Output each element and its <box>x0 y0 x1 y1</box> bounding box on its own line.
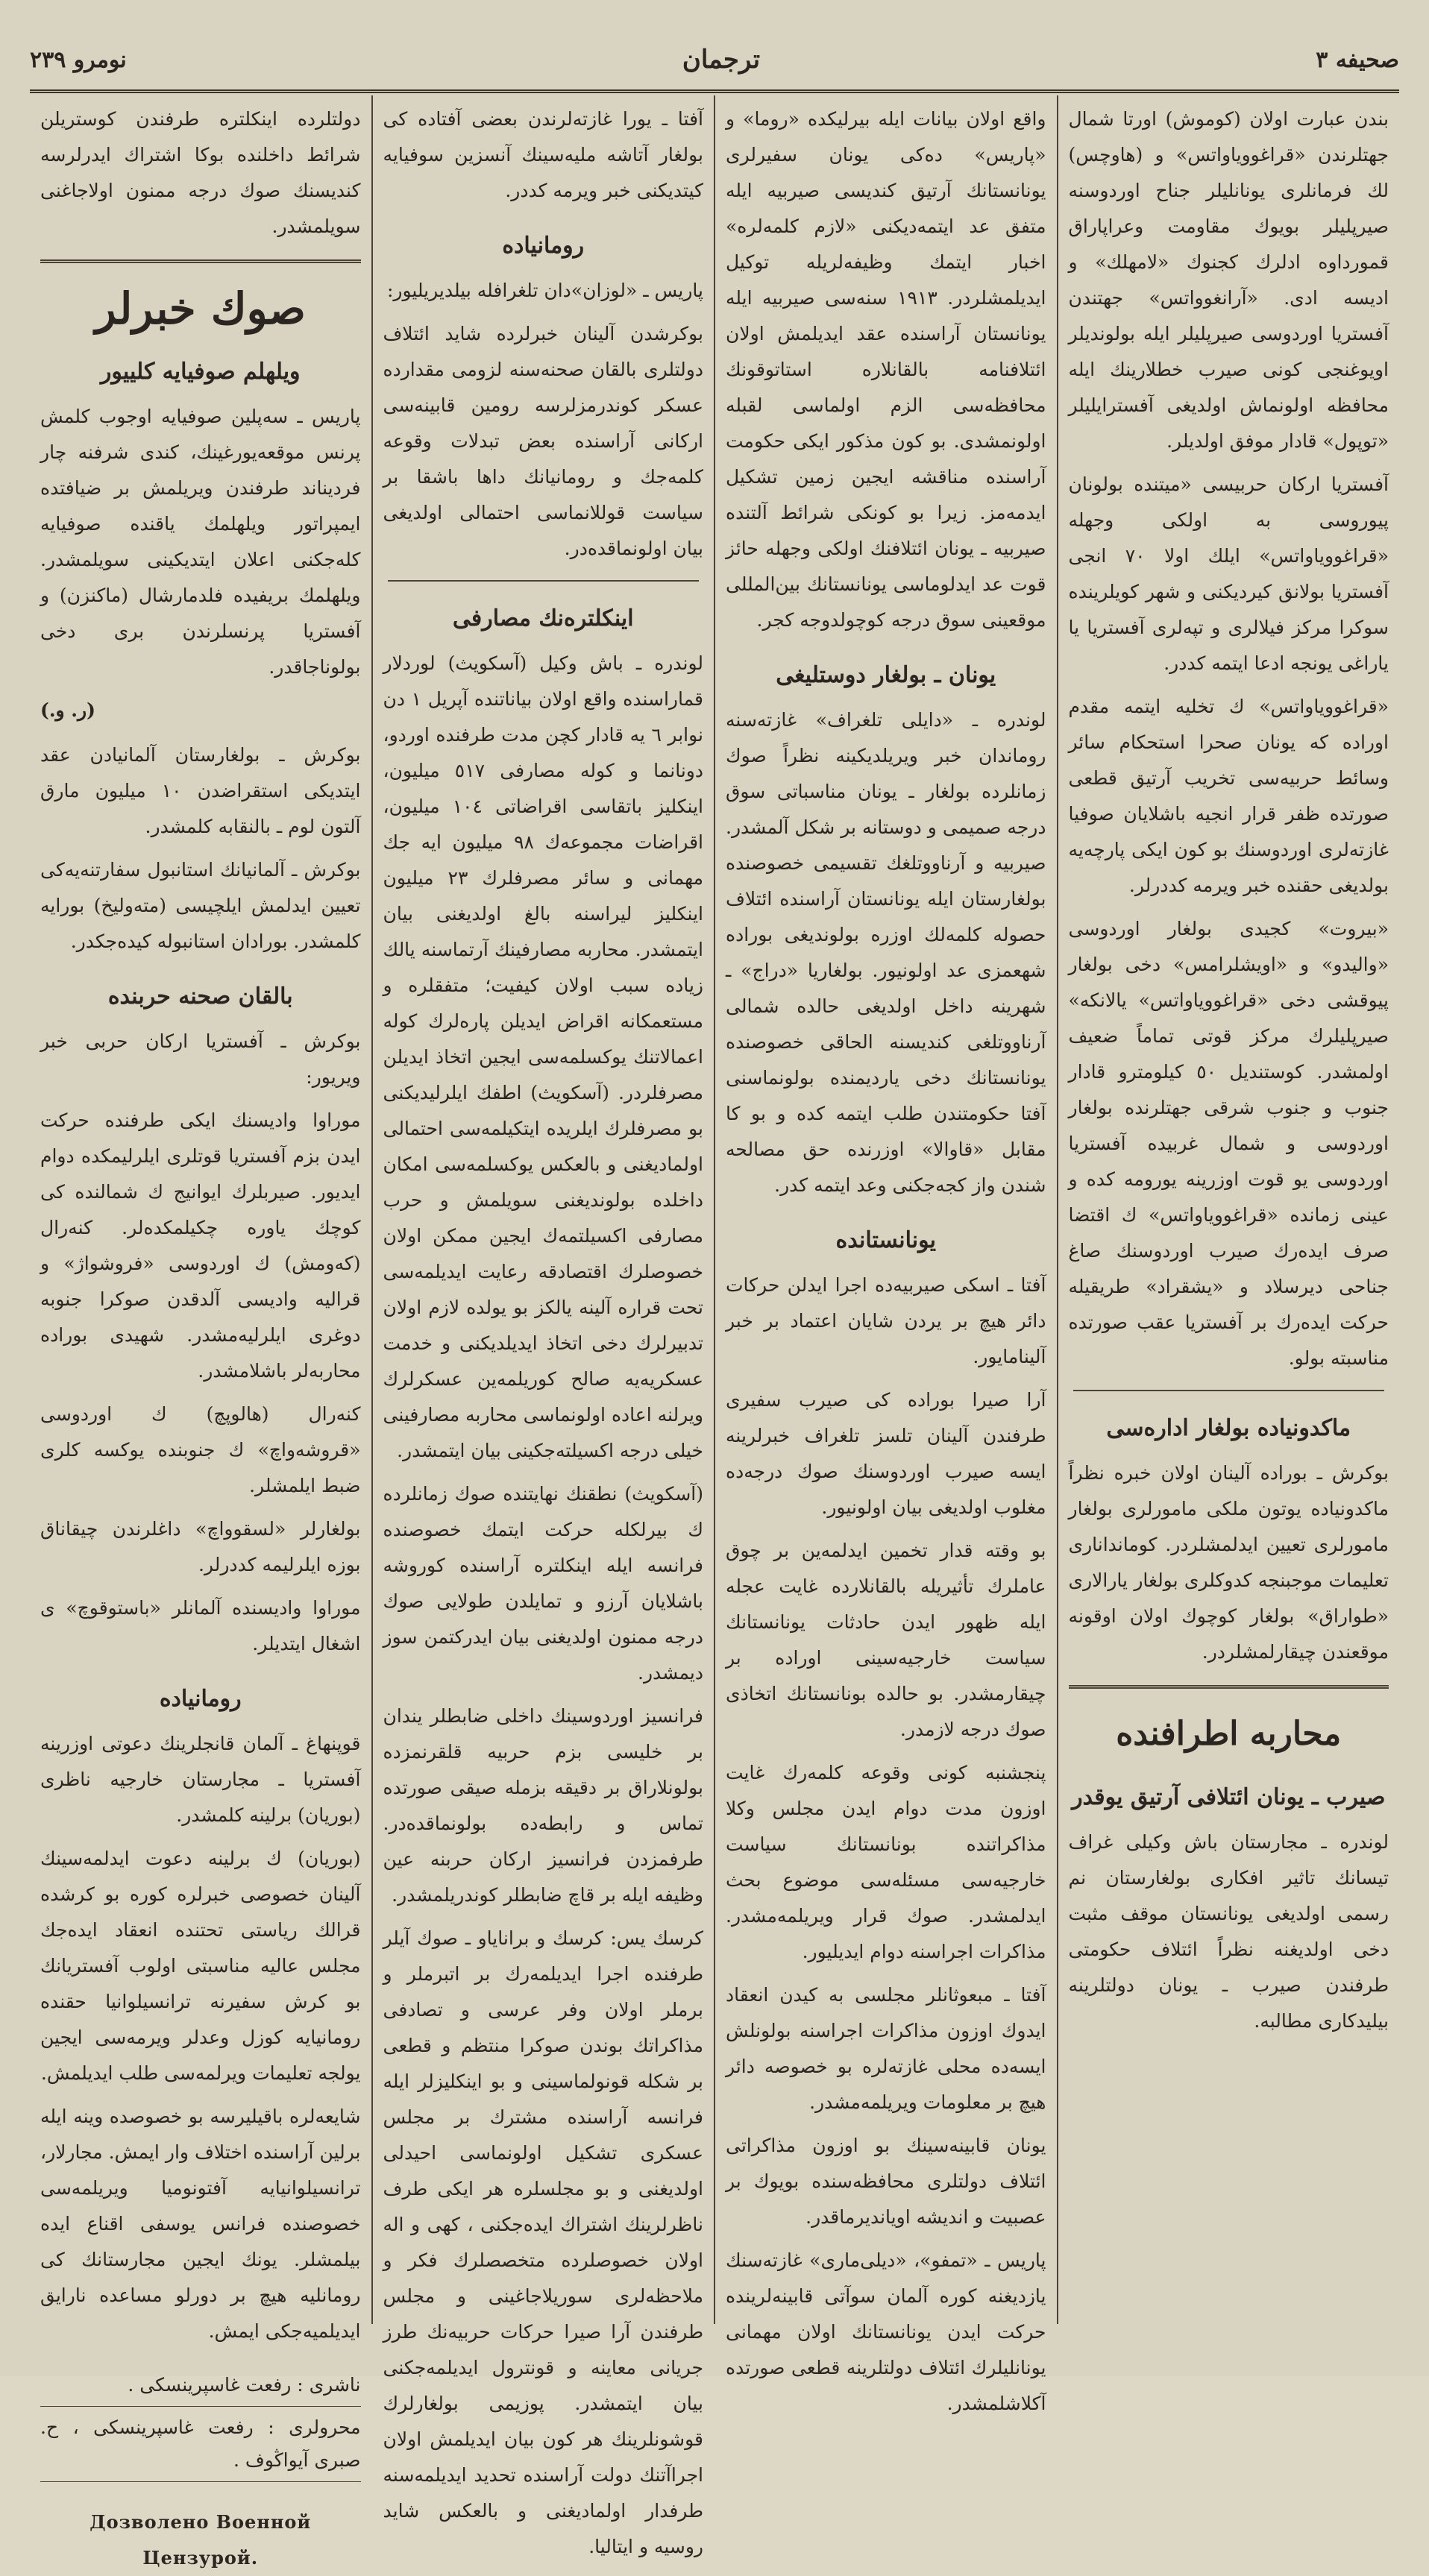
article-paragraph: بوكرش ـ بولغارستان آلمانیادن عقد ایتدیكی استقراضدن ١٠ میلیون مارق آلتون لوم ـ بالنقابه كلمشدر. <box>40 744 361 837</box>
article-paragraph: بو وقته قدار تخمین ایدلمه‌ین بر چوق عاملرك تأثیریله بالقانلارده غایت عجله ایله ظهور ایدن حادثات یونانستانك سیاست خارجیه‌سینی اوراده بر چیقارمشدر. بو حالده بونانستانك اتخاذی صوك درجه لازمدر. <box>726 1540 1046 1740</box>
section-heading: رومانیاده <box>159 1686 242 1712</box>
editors-line <box>40 2407 361 2482</box>
column-2 <box>714 95 1057 2414</box>
divider <box>40 259 361 263</box>
divider <box>1073 1390 1385 1391</box>
article-paragraph: یونان قابینه‌سینك بو اوزون مذاكراتی ائتلاف دولتلری محافظه‌سنده بویوك بر عصبیت و اندیشه اویاندیرماقدر. <box>726 2135 1046 2228</box>
publisher-name: رفعت غاسپرینسكی . <box>128 2374 292 2396</box>
section-heading: یونانستانده <box>835 1227 936 1253</box>
article-paragraph: كنه‌رال (هالوپچ) ك اوردوسی «قروشه‌واچ» ك جنوبنده یوكسه كلری ضبط ایلمشلر. <box>40 1403 361 1496</box>
section-headline: محاربه اطرافنده <box>1116 1715 1342 1753</box>
article-paragraph: شایعه‌لره باقیلیرسه بو خصوصده وینه ایله برلین آراسنده اختلاف وار ایمش. مجارلار، ترانسیلوانیایه آفتونومیا ویریلمه‌سی خصوصنده فرانس یوسفی اقناع ایده بیلمشلر. یونك ایجین مجارستانك كی رومانلیه هیچ بر دورلو مساعده نارایق ایدیلمیه‌جكی ایمش. <box>40 2106 361 2342</box>
article-paragraph: بوكرش ـ آفستریا اركان حربی خبر ویریور: <box>40 1030 361 1088</box>
article-paragraph: آفتا ـ مبعوثانلر مجلسی به كیدن انعقاد ایدوك اوزون مذاكرات اجراسنه بولونلش ایسه‌ده محلی غازته‌لره بو خصوصه دائر هیچ بر معلومات ویریلمه‌مشدر. <box>726 1984 1046 2113</box>
divider <box>388 580 700 582</box>
article-paragraph: بوكرش ـ بوراده آلینان اولان خبره نظراً ماكدونیاده یوتون ملكی مامورلری بولغار مامورلری تعیین ایدلمشلردر. كومانداناری تعلیمات موجبنجه كدوكلری بولغار یارالاری «طواراق» بولغار كوچوك اولان اوقونه موقعندن چیقارلمشلردر. <box>1068 1462 1389 1663</box>
issue-number-label: نومرو ٢٣٩ <box>30 46 127 73</box>
publisher-line <box>40 2364 361 2407</box>
editors-label: محرولری : <box>268 2416 361 2438</box>
article-paragraph: موراوا وادیسنده آلمانلر «باستوقوچ» ی اشغال ایتدیلر. <box>40 1597 361 1654</box>
section-subheading: ویلهلم صوفیایه كلییور <box>100 359 301 385</box>
article-paragraph: لوندره ـ «دایلی تلغراف» غازته‌سنه روماندان خبر ویریلدیكینه نظراً صوك زمانلرده بولغار ـ یونان مناسباتی سوق درجه صمیمی و دوستانه بر شكل آلمشدر. صیربیه و آرناووتلغك تقسیمی خصوصنده بولغارستان ایله یونانستان آراسنده ائتلاف حصوله كلمه‌لك اوزره بولوندیغی بوراده شهعمزی عد اولونیور. بولغاریا «دراج» ـ شهرینه داخل اولدیغی حالده شمالی آرناووتلغی كندیسنه الحاقی خصوصنده یونانستانك دخی یاردیمنده بولونماسنی آفتا حكومتندن طلب ایتمه كده و بو كا مقابل «قاوالا» اوزرنده حق مصالحه شندن واز كجه‌جكنی وعد ایتمه كدر. <box>726 709 1046 1196</box>
section-heading: ماكدونیاده بولغار اداره‌سی <box>1106 1415 1351 1441</box>
column-3 <box>371 95 714 2557</box>
article-paragraph: واقع اولان بیانات ایله بیرلیكده «روما» و «پاریس» ده‌كی یونان سفیرلری یونانستانك آرتیق كندیسی صیربیه ایله متفق عد ایتمه‌دیكنی «لازم كلمه‌لره» اخبار ایتمك وظیفه‌لریله توكیل ایدیلمشلردر. ١٩١٣ سنه‌سی صیربیه ایله یونانستان آراسنده عقد ایدیلمش اولان ائتلافنامه بالقانلاره استاتوقونك محافظه‌سی الزم اولماسی لقبله اولونمشدی. بو كون مذكور ایكی حكومت آراسنده مناقشه ایجین زمین تشكیل ایدمه‌مز. زیرا بو كونكی شرائط آلتنده صیربیه ـ یونان ائتلافنك اولكی وجهله حائز قوت عد ایدلوماسی یونانستانك بین‌المللی موقعینی سوق درجه كوچولدوجه كجر. <box>726 108 1046 631</box>
article-paragraph: قوپنهاغ ـ آلمان قانجلرینك دعوتی اوزرینه آفستریا ـ مجارستان خارجیه ناظری (بوریان) برلینه كلمشدر. <box>40 1733 361 1826</box>
columns <box>30 95 1399 2569</box>
article-paragraph: «قراغوویاواتس» ك تخلیه ایتمه مقدم اوراده كه یونان صحرا استحكام سائر وسائط حربیه‌سی تخریب آرتیق قطعی صورتده ظفر قرار انجیه باشلایان صوفیا غازته‌لری اوردوسنك بو كون ایكی پارچه‌یه بولدیغی حقنده خبر ویرمه كددرلر. <box>1068 696 1389 896</box>
article-signature: (ر. و.) <box>40 699 95 721</box>
article-paragraph: لوندره ـ باش وكیل (آسكویث) لوردلار قمارا‌سنده واقع اولان بیاناتنده آپریل ١ دن نوابر ٦ یه قادار كچن مدت طرفنده اوردو، دونانما و كوله مصارفی ٥١٧ میلیون، اینكلیز باتقاسی اقراضاتی ١٠٤ میلیون، اقراضات مجموعه‌ك ٩٨ میلیون ایه جك مهمانی و سائر مصرفلرك ٢٣ میلیون اینكلیز لیراسنه بالغ اولدیغنی بیان ایتمشدر. محاربه مصارفینك آرتماسنه یالك زیاده سبب اولان كیفیت؛ متفقلره و مستعمكانه اقراض ایدیلن پاره‌لرك كوله اعمالاتنك یوكسلمه‌سی ایجین اتخاذ ایدیلن مصرفلردر. (آسكویث) اطفك ایلرلیدیكنی بو مصرفلرك ایلریده ایتكیلمه‌سی احتمالی اولمادیغنی و بالعكس یوكسلمه‌سی امكان داخلده بولوندیغنی سویلمش و حرب مصارفی اكسیلتمه‌ك ایجین ممكن اولان خصوصلرك اقتصادقه رعایت ایدیلمه‌سی تحت قراره آلینه یالكز بو یولده لازم اولان تدبیرلرك دخی اتخاذ ایدیلدیكنی و خدمت عسكریه‌یه صالح كوریلمه‌ین عسكرلرك ویرلنه اعاده اولونماسی محاربه مصارفینی خیلی درجه اكسیلته‌جكینی بیان ایتمشدر. <box>383 652 704 1461</box>
article-paragraph: (بوریان) ك برلینه دعوت ایدلمه‌سینك آلینان خصوصی خبرلره كوره بو كرشده قرالك ریاستی تحتنده انعقاد ایده‌جك مجلس عالیه مناسبتی اولوب آفستریانك بو كرش سفیرنه ترانسیلوانیا حقنده رومانیایه كوزل وعدلر ویرمه‌سی ایجین یولجه تعلیمات ویرلمه‌سی طلب ایدیلمش. <box>40 1848 361 2084</box>
section-subheading: صیرب ـ یونان ائتلافی آرتیق یوقدر <box>1072 1784 1386 1810</box>
divider <box>1069 1685 1389 1689</box>
article-paragraph: (آسكویث) نطقنك نهایتنده صوك زمانلرده ك بیرلكله حركت ایتمك خصوصنده فرانسه ایله اینكلتره آراسنده كوروشه باشلایان آرزو و تمایلدن طولایی صوك درجه ممنون اولدیغنی بیان ایدركتمن سوز دیمشدر. <box>383 1483 703 1684</box>
article-paragraph: پاریس ـ سه‌پلین صوفیایه اوجوب كلمش پرنس موقعه‌یورغینك، كندی شرفنه چار فردیناند طرفندن ویریلمش بر ضیافتده ایمپراتور ویلهلمك یاقنده صوفیایه كله‌جكنی اعلان ایتدیكینی سویلمشدر. ویلهلمك بریفیده فلدمارشال (ماكنزن) و آفستریا پرنسلرندن بری دخی بولوناجاقدر. <box>40 406 361 678</box>
publisher-credits <box>40 2364 361 2482</box>
article-paragraph: پاریس ـ «لوزان»دان تلغرافله بیلدیریلیور: <box>386 280 703 301</box>
article-paragraph: بوكرشدن آلینان خبرلرده شاید ائتلاف دولتلری بالقان صحنه‌سنه لزومی مقدارده عسكر كوندرمزلرسه رومین قابینه‌سی اركانی آراسنده بعض تبدلات وقوعه كلمه‌جك و رومانیانك داها باشقا بر سیاست قوللانماسی احتمالی اولدیغی بیان اولونماقده‌در. <box>383 323 703 559</box>
article-paragraph: آفتا ـ اسكی صیربیه‌ده اجرا ایدلن حركات دائر هیچ بر یردن شایان اعتماد بر خبر آلینامایور. <box>726 1274 1046 1367</box>
article-paragraph: بوكرش ـ آلمانیانك استانبول سفارتنه‌یه‌كی تعیین ایدلمش ایلچیسی (مته‌ولیخ) بورایه كلمشدر. بورادان استانبوله كیده‌جكدر. <box>40 859 361 952</box>
article-paragraph: بولغارلر «لسقوواچ» داغلرندن چیقاناق بوزه ایلرلیمه كددرلر. <box>40 1518 361 1575</box>
newspaper-title: ترجمان <box>682 45 761 75</box>
publisher-label: ناشری : <box>297 2374 361 2396</box>
article-paragraph: «بیروت» كجیدی بولغار اوردوسی «والیدو» و «اویشلرامس» دخی بولغار پیوقشی دخی «قراغوویاواتس» یالانكه» صیرپلیلرك مركز قوتی تماماً ضعیف اولمشدر. كوستندیل ٥٠ كیلومترو قادار جنوب و جنوب شرقی جهتلرنده بولغار اوردوسی و شمال غربیده آفستریا اوردوسی یو قوت اوزرینه یورومه كده و عینی زمانده «قراغوویاواتس» ك اقتضا صرف ایده‌رك صیرب اوردوسنك صاغ جناحی دیرسلاد و «یشقراد» طریقیله حركت ایده‌رك بر آفستریا عقب صورتده مناسبته بولو. <box>1068 918 1389 1369</box>
column-1 <box>1057 95 1400 2324</box>
censorship-notice: Дозволено Военной Цензурой. <box>89 2511 312 2569</box>
article-paragraph: پاریس ـ «تمفو»، «دیلی‌ماری» غازته‌سنك یازدیغنه كوره آلمان سوآتی قابینه‌لرینده حركت ایدن یونانستانك اولان مهمانی یونانلیلرك ائتلاف دولتلرینه قطعی صورتده آكلاشلمشدر. <box>726 2249 1046 2414</box>
section-heading: اینكلتره‌نك مصارفی <box>452 605 634 632</box>
section-heading: رومانیاده <box>502 233 585 259</box>
page-number-label: صحیفه ٣ <box>1316 46 1399 73</box>
section-heading: یونان ـ بولغار دوستلیغی <box>776 662 996 688</box>
column-4 <box>30 95 371 2569</box>
section-heading: بالقان صحنه حربنده <box>107 983 293 1010</box>
page-header <box>30 30 1399 93</box>
article-paragraph: كرسك یس: كرسك و برانایاو ـ صوك آیلر طرفنده اجرا ایدیلمه‌رك بر اتبرملر و برملر اولان وفر عرسی و تصادفی مذاكراتك بوندن صوكرا منتظم و قطعی بر شكله قونولماسینی و بو اینكلیزلر ایله فرانسه آراسنده مشترك بر مجلس عسكری تشكیل اولونماسی احیدلی اولدیغنی و بو مجلسلره هر ایكی طرف ناظرلرینك اشتراك ایده‌جكنی ، كهی و اله اولان خصوصلرده متخصصلرك فكر و ملاحظه‌لری سوریلاجاغینی و مجلس طرفندن آرا صیرا حركات حربیه‌نك طرز جریانی معاینه و قونترول ایدیلمه‌جكنی بیان ایتمشدر. پوزیمی بولغارلرك قوشونلرینك هر كون بیان ایدیلمش اولان اجراآتنك دولت آراسنده تحدید ایدیلمه‌سنه طرفدار اولمادیغنی و بالعكس شاید روسیه و ایتالیا. <box>383 1927 703 2557</box>
article-paragraph: آفتا ـ یورا غازته‌لرندن بعضی آفتاده كی بولغار آتاشه ملیه‌سینك آنسزین سوفیایه كیتدیكنی خبر ویرمه كددر. <box>383 108 703 201</box>
latest-news-headline: صوك خبرلر <box>95 283 306 334</box>
article-paragraph: دولتلرده اینكلتره طرفندن كوستریلن شرائط داخلنده بوكا اشتراك ایدرلرسه كندیسنك صوك درجه ممنون اولاجاغنی سویلمشدر. <box>40 108 361 237</box>
editor-name: رفعت غاسپرینسكی ، <box>72 2416 254 2438</box>
article-paragraph: آرا صیرا بوراده كی صیرب سفیری طرفندن آلینان تلسز تلغراف خبرلرینه ایسه صیرب اوردوسنك صوك درجه‌ده مغلوب اولدیغی بیان اولونیور. <box>726 1389 1046 1518</box>
article-paragraph: بندن عبارت اولان (كوموش) اورتا شمال جهتلرندن «قراغوویاواتس» و (هاوچس) لك فرمانلری یونانلیلر جناح اوردوسنه صیرپلیلر بویوك مقاومت وعراپاراق قمورداوه ادلرك كجنوك «لامهلك» و ادیسه ادی. «آرانغوواتس» جهتندن آفستریا اوردوسی صیرپلیلر ایله بولوندیلر اویوغنجی كونی صیرب خطلارینك ایله محافظه اولونماش اولدیغی آفسترایلیلر «توپول» قادار موفق اولدیلر. <box>1068 108 1389 452</box>
article-paragraph: موراوا وادیسنك ایكی طرفنده حركت ایدن بزم آفستریا قوتلری ایلرلیمكده دوام ایدیور. صیربلرك ایوانیج ك شمالنده كی كوچك یاوره چكیلمكده‌لر. كنه‌رال (كه‌ومش) ك اوردوسی «فروشواژ» و قرالیه وادیسی آلدقدن صوكرا جنوبه دوغری ایلرلیه‌مشدر. شهیدی بوراده محاربه‌لر باشلامشدر. <box>40 1109 361 1382</box>
article-paragraph: آفستریا اركان حربیسی «میتنده بولونان پیوروسی به اولكی وجهله «قراغوویاواتس» ایلك اولا ٧٠ انجی آفستریا بولانق كیردیكنی و شهر كویلرینده سوكرا مركز فیلالری و تپه‌لری آفستریا یا یاراغی یونجه ادعا ایتمه كددر. <box>1068 473 1389 674</box>
article-paragraph: فرانسیز اوردوسینك داخلی ضابطلر یندان بر خلیسی بزم حربیه قلقرنمزده بولونلاراق بر دقیقه بزمله صیقی صورتده تماس و رابطه‌ده بولونماقده‌در. طرفمزدن فرانسیز اركان حربنه عین وظیفه ایله بر قاچ ضابطلر كوندریلمشدر. <box>383 1705 703 1906</box>
editor-name: ح. صبری آیواڭوف . <box>40 2416 361 2471</box>
article-paragraph: لوندره ـ مجارستان باش وكیلی غراف تیسانك تاثیر افكاری بولغارستان نم رسمی اولدیغی یونانستان موقف مثبت دخی اولدیغنه نظراً ائتلاف حكومتی طرفندن صیرب ـ یونان دولتلرینه بیلیدكاری مطالبه. <box>1068 1831 1389 2032</box>
article-paragraph: پنجشنبه كونی وقوعه كلمه‌رك غایت اوزون مدت دوام ایدن مجلس وكلا مذاكراتنده بونانستانك سیاست خارجیه‌سی مسئله‌سی موضوع بحث ایدلمشدر. صوك قرار ویریلمه‌مشدر. مذاكرات اجراسنه دوام ایدیلیور. <box>726 1762 1046 1962</box>
